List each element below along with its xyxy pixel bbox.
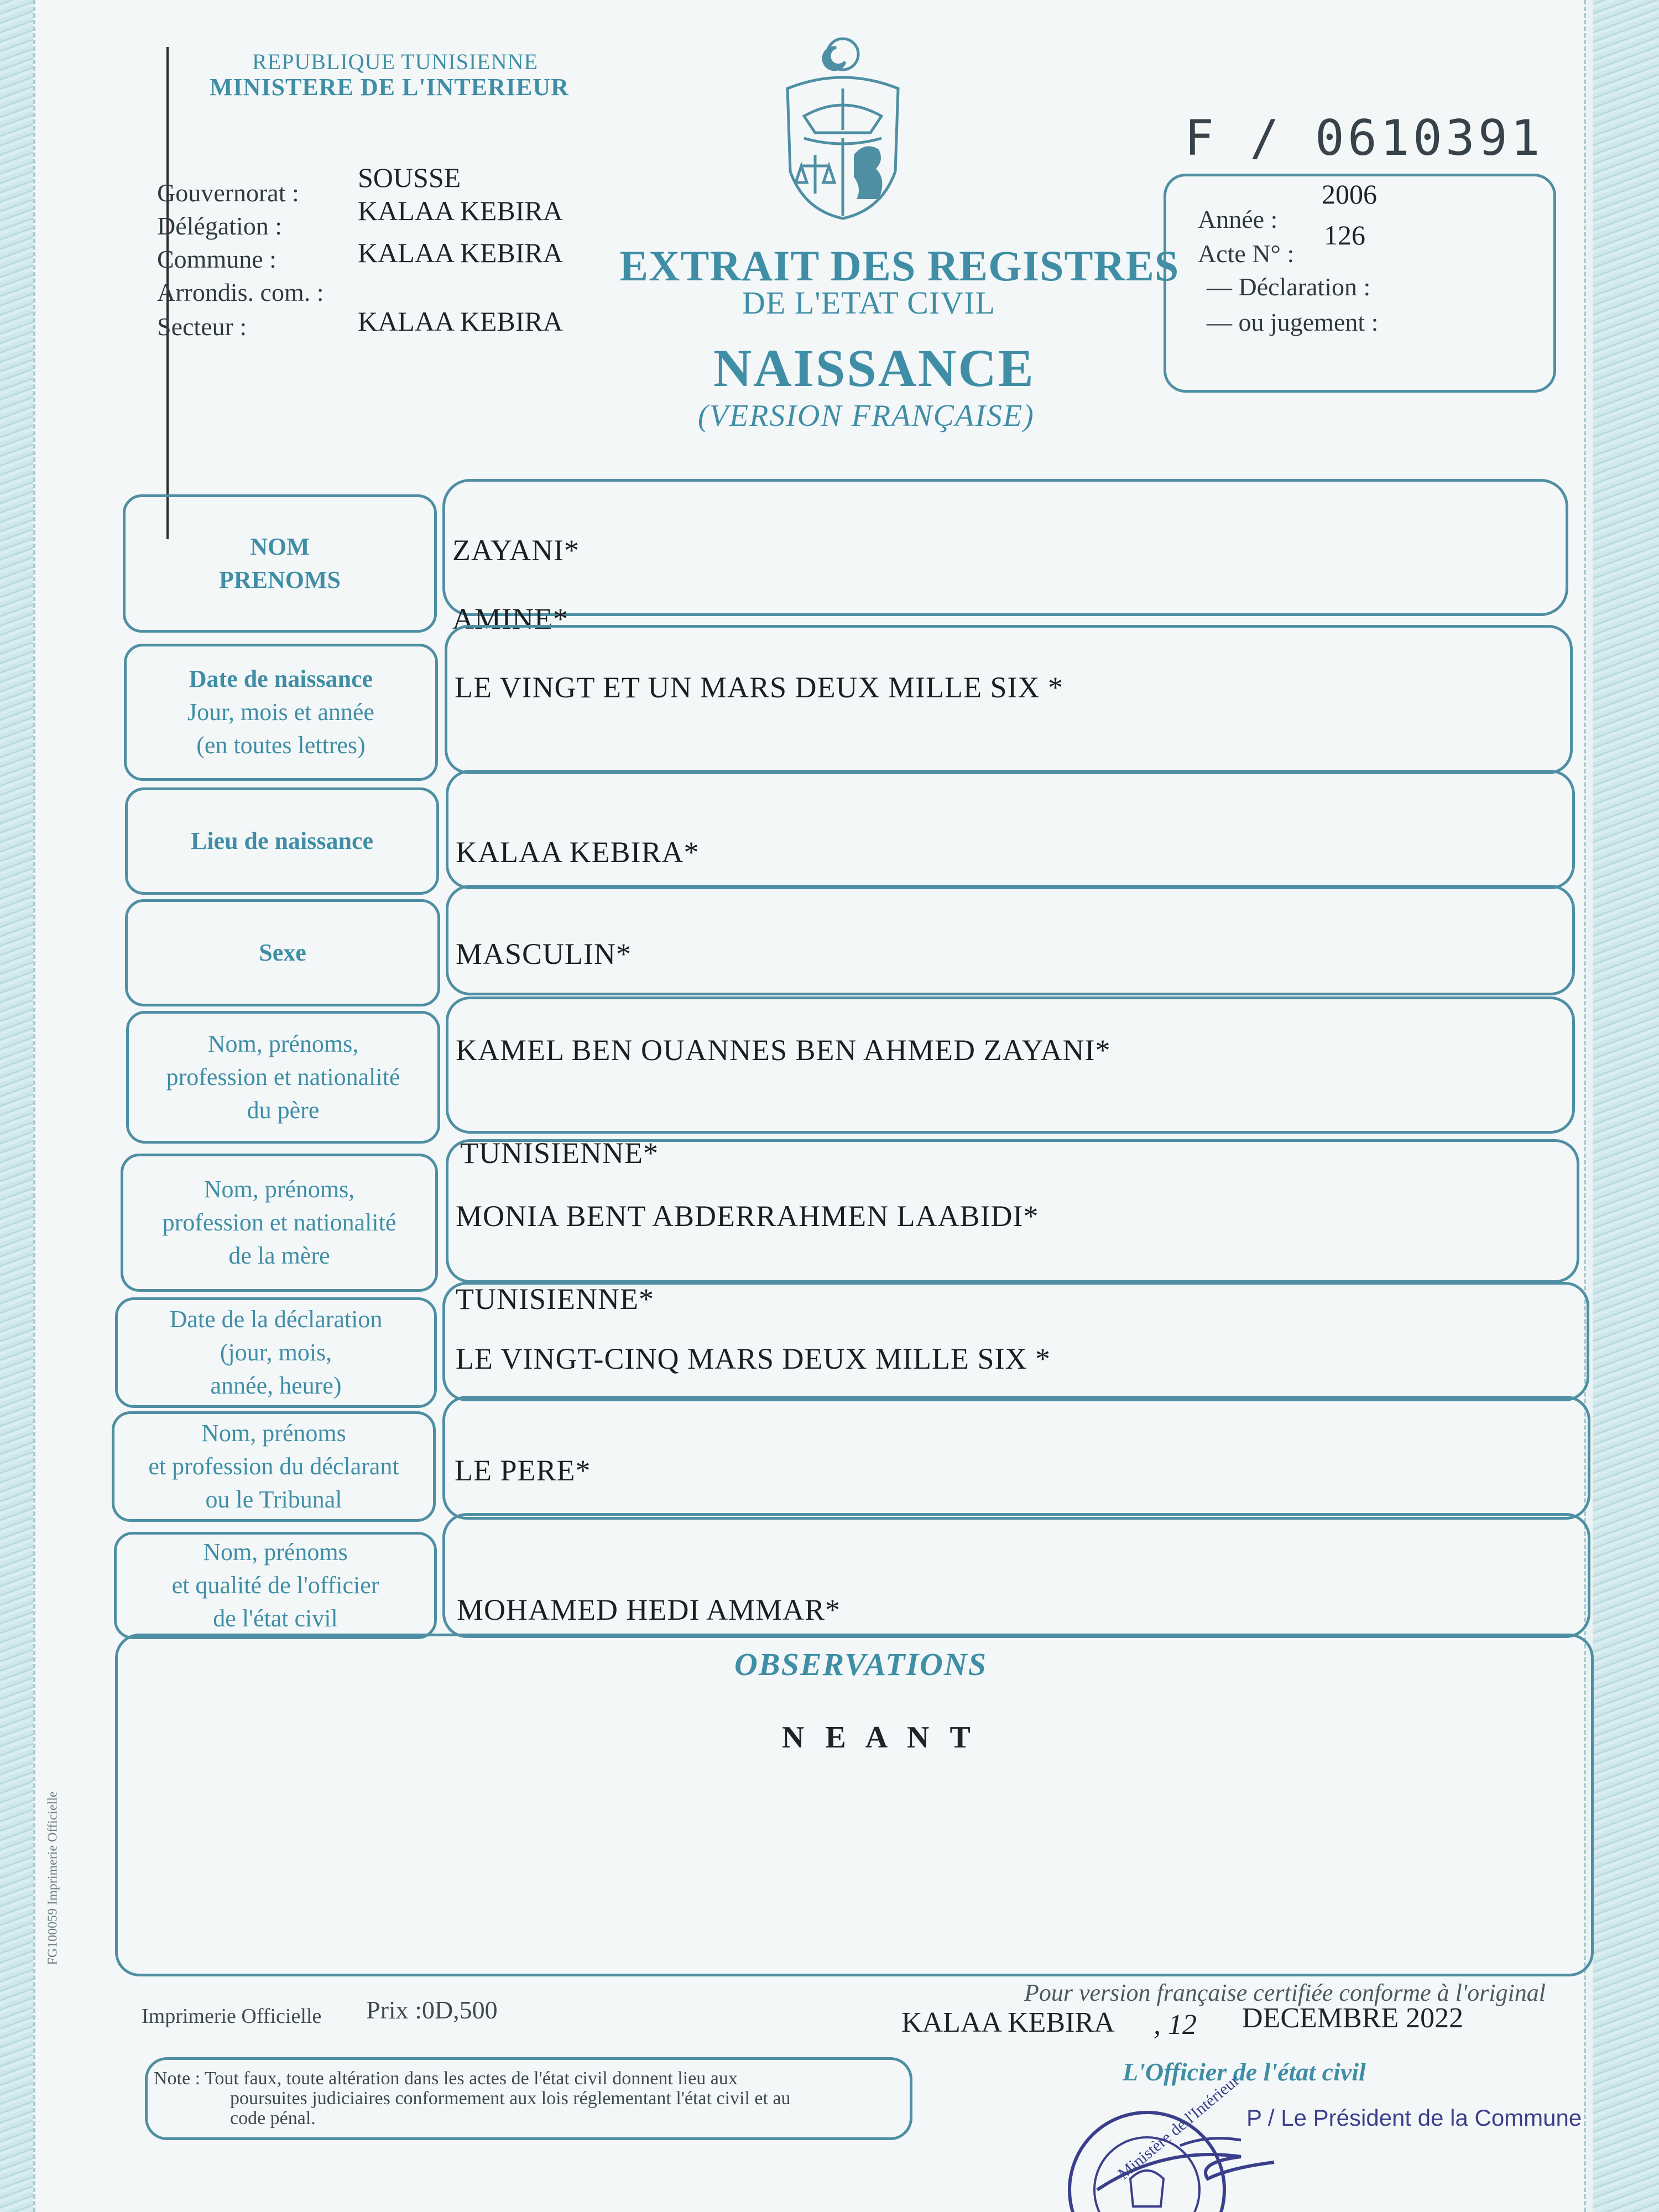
coat-of-arms-emblem xyxy=(771,33,915,227)
pere-nationality-value: TUNISIENNE* xyxy=(460,1136,659,1170)
pere-label-cell xyxy=(126,1011,440,1144)
prenoms-value: AMINE* xyxy=(452,602,568,635)
declarant-value-cell xyxy=(442,1396,1590,1520)
mere-label-3: de la mère xyxy=(228,1242,330,1269)
declaration-date-value: LE VINGT-CINQ MARS DEUX MILLE SIX * xyxy=(456,1342,1051,1375)
serial-number: F / 0610391 xyxy=(1185,109,1543,166)
note-line-1: Note : Tout faux, toute altération dans les actes de l'état civil donnent lieu aux xyxy=(154,2068,738,2089)
officier-value: MOHAMED HEDI AMMAR* xyxy=(457,1593,841,1626)
nom-label-cell xyxy=(123,494,437,633)
date-naissance-sub2: (en toutes lettres) xyxy=(196,732,366,759)
mere-label-1: Nom, prénoms, xyxy=(204,1176,355,1203)
secteur-value: KALAA KEBIRA xyxy=(358,306,563,337)
prenoms-label: PRENOMS xyxy=(219,566,341,593)
republic-label: REPUBLIQUE TUNISIENNE xyxy=(252,49,538,74)
mere-label-2: profession et nationalité xyxy=(162,1209,397,1236)
declaration-date-label-cell xyxy=(115,1297,437,1408)
declarant-label-3: ou le Tribunal xyxy=(205,1486,342,1513)
declaration-label: — Déclaration : xyxy=(1207,273,1371,301)
declaration-date-label-1: Date de la déclaration xyxy=(169,1306,383,1333)
imprimerie-label: Imprimerie Officielle xyxy=(142,2005,322,2028)
acte-value: 126 xyxy=(1324,220,1365,251)
pere-name-value: KAMEL BEN OUANNES BEN AHMED ZAYANI* xyxy=(456,1034,1111,1067)
officier-label-cell xyxy=(114,1532,437,1639)
security-border-right xyxy=(1593,0,1659,2212)
gouvernorat-label: Gouvernorat : xyxy=(157,179,299,207)
officier-label-2: et qualité de l'officier xyxy=(171,1572,379,1599)
acte-label: Acte N° : xyxy=(1198,239,1295,268)
pere-label-3: du père xyxy=(247,1097,320,1124)
delegation-label: Délégation : xyxy=(157,212,283,240)
date-naissance-label-cell xyxy=(124,644,438,781)
nom-value: ZAYANI* xyxy=(452,534,580,567)
date-naissance-sub1: Jour, mois et année xyxy=(187,698,374,726)
title-extrait: EXTRAIT DES REGISTRES xyxy=(619,242,1180,290)
lieu-value-cell xyxy=(446,770,1575,889)
declarant-value: LE PERE* xyxy=(455,1454,591,1487)
declarant-label-1: Nom, prénoms xyxy=(201,1420,346,1447)
note-line-3: code pénal. xyxy=(230,2108,316,2128)
nom-value-cell xyxy=(442,479,1568,616)
sexe-label: Sexe xyxy=(259,939,306,966)
observations-value: N E A N T xyxy=(782,1720,977,1755)
printer-side-mark: FG100059 Imprimerie Officielle xyxy=(45,1791,60,1965)
president-label: P / Le Président de la Commune xyxy=(1246,2105,1582,2131)
nom-label: NOM xyxy=(250,533,310,560)
prix-label: Prix :0D,500 xyxy=(366,1996,498,2024)
sexe-value: MASCULIN* xyxy=(456,937,632,971)
secteur-label: Secteur : xyxy=(157,312,247,341)
title-version: (VERSION FRANÇAISE) xyxy=(698,399,1035,433)
observations-title: OBSERVATIONS xyxy=(734,1646,988,1682)
stamp-text: Ministère de l'Intérieur xyxy=(1114,2071,1243,2183)
lieu-value: KALAA KEBIRA* xyxy=(456,836,700,869)
delegation-value: KALAA KEBIRA xyxy=(358,195,563,226)
pere-label-1: Nom, prénoms, xyxy=(207,1030,359,1057)
observations-box xyxy=(115,1634,1594,1976)
date-naissance-value: LE VINGT ET UN MARS DEUX MILLE SIX * xyxy=(455,671,1063,704)
annee-value: 2006 xyxy=(1322,179,1377,210)
mere-nationality-value: TUNISIENNE* xyxy=(456,1282,654,1316)
title-naissance: NAISSANCE xyxy=(713,338,1035,398)
commune-label: Commune : xyxy=(157,245,276,273)
pere-label-2: profession et nationalité xyxy=(166,1063,400,1091)
mere-label-cell xyxy=(121,1154,438,1292)
declaration-date-label-2: (jour, mois, xyxy=(220,1339,332,1366)
gouvernorat-value: SOUSSE xyxy=(358,162,461,193)
sexe-label-cell xyxy=(125,899,440,1006)
declarant-label-cell xyxy=(112,1411,436,1522)
certified-label: Pour version française certifiée conforme à l'original xyxy=(1024,1979,1546,2006)
declarant-label-2: et profession du déclarant xyxy=(148,1453,399,1480)
ministry-label: MINISTERE DE L'INTERIEUR xyxy=(210,74,569,101)
place-label: KALAA KEBIRA xyxy=(901,2007,1115,2038)
officier-label-1: Nom, prénoms xyxy=(203,1538,348,1566)
note-line-2: poursuites judiciaires conformement aux lois réglementant l'état civil et au xyxy=(230,2088,791,2109)
officier-label-3: de l'état civil xyxy=(213,1605,338,1632)
commune-value: KALAA KEBIRA xyxy=(358,237,563,268)
date-naissance-label: Date de naissance xyxy=(189,665,373,692)
jugement-label: — ou jugement : xyxy=(1207,308,1379,336)
arrondissement-label: Arrondis. com. : xyxy=(157,278,324,306)
mere-name-value: MONIA BENT ABDERRAHMEN LAABIDI* xyxy=(456,1199,1039,1233)
day-label: , 12 xyxy=(1154,2009,1197,2041)
lieu-label-cell xyxy=(125,787,439,895)
lieu-label: Lieu de naissance xyxy=(190,827,374,854)
document-page xyxy=(33,0,1586,2212)
annee-label: Année : xyxy=(1198,205,1278,233)
month-year-label: DECEMBRE 2022 xyxy=(1242,2002,1464,2034)
officer-title-label: L'Officier de l'état civil xyxy=(1123,2058,1366,2086)
declaration-date-label-3: année, heure) xyxy=(210,1372,342,1399)
title-etat-civil: DE L'ETAT CIVIL xyxy=(742,285,995,321)
